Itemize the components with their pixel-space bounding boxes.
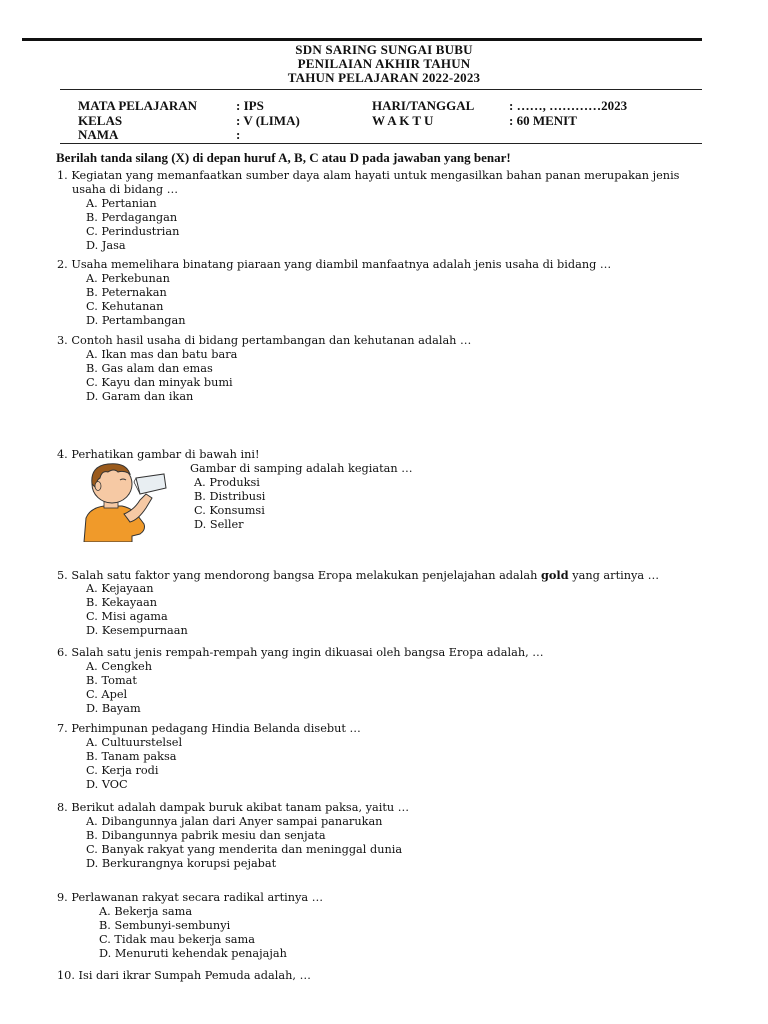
question-4-side-text: Gambar di samping adalah kegiatan … [190,462,413,475]
question-8-option-b[interactable]: B. Dibangunnya pabrik mesiu dan senjata [86,829,326,842]
question-3-option-b[interactable]: B. Gas alam dan emas [86,362,213,375]
school-name: SDN SARING SUNGAI BUBU [295,42,473,57]
header-rule-bottom [60,143,702,144]
question-6-option-a[interactable]: A. Cengkeh [86,660,152,673]
time-value: : 60 MENIT [509,113,577,128]
question-3-text: 3. Contoh hasil usaha di bidang pertambangan dan kehutanan adalah … [57,334,472,347]
question-8-option-c[interactable]: C. Banyak rakyat yang menderita dan meninggal dunia [86,843,403,856]
subject-label: MATA PELAJARAN [78,98,198,113]
question-9-option-b[interactable]: B. Sembunyi-sembunyi [99,919,231,932]
question-9-option-d[interactable]: D. Menuruti kehendak penajajah [99,947,287,960]
question-6-option-b[interactable]: B. Tomat [86,674,137,687]
question-2-option-a[interactable]: A. Perkebunan [86,272,170,285]
question-2-option-b[interactable]: B. Peternakan [86,286,167,299]
question-9-option-c[interactable]: C. Tidak mau bekerja sama [99,933,255,946]
school-year: TAHUN PELAJARAN 2022-2023 [287,70,481,85]
question-4-option-b[interactable]: B. Distribusi [194,490,266,503]
question-7-option-b[interactable]: B. Tanam paksa [86,750,177,763]
question-1-text: 1. Kegiatan yang memanfaatkan sumber daya alam hayati untuk mengasilkan bahan panan merupakan jenis [57,169,680,182]
question-7-option-c[interactable]: C. Kerja rodi [86,764,159,777]
question-5-option-b[interactable]: B. Kekayaan [86,596,158,609]
question-3-option-d[interactable]: D. Garam dan ikan [86,390,194,403]
time-label: W A K T U [372,113,434,128]
question-8-option-a[interactable]: A. Dibangunnya jalan dari Anyer sampai panarukan [86,815,383,828]
header-top-rule [22,38,702,41]
question-8-option-d[interactable]: D. Berkurangnya korupsi pejabat [86,857,277,870]
question-6-option-d[interactable]: D. Bayam [86,702,141,715]
question-3-option-a[interactable]: A. Ikan mas dan batu bara [86,348,238,361]
boy-drinking-glass-illustration [74,460,174,542]
class-label: KELAS [78,113,123,128]
question-4-option-d[interactable]: D. Seller [194,518,244,531]
subject-value: : IPS [236,98,264,113]
exam-title: PENILAIAN AKHIR TAHUN [297,56,471,71]
header-rule-top [60,89,702,90]
question-6-text: 6. Salah satu jenis rempah-rempah yang ingin dikuasai oleh bangsa Eropa adalah, … [57,646,544,659]
question-1-option-a[interactable]: A. Pertanian [86,197,157,210]
class-value: : V (LIMA) [236,113,300,128]
question-4-option-c[interactable]: C. Konsumsi [194,504,265,517]
question-2-option-c[interactable]: C. Kehutanan [86,300,164,313]
question-1-option-d[interactable]: D. Jasa [86,239,126,252]
question-6-option-c[interactable]: C. Apel [86,688,128,701]
question-9-option-a[interactable]: A. Bekerja sama [99,905,193,918]
question-10-text: 10. Isi dari ikrar Sumpah Pemuda adalah, … [57,969,311,982]
name-label: NAMA [78,127,119,142]
question-4-option-a[interactable]: A. Produksi [194,476,260,489]
date-value: : ……, …………2023 [509,98,628,113]
question-5-option-c[interactable]: C. Misi agama [86,610,168,623]
question-9-text: 9. Perlawanan rakyat secara radikal artinya … [57,891,324,904]
question-5-keyword: gold [541,568,569,582]
question-5-text: 5. Salah satu faktor yang mendorong bangsa Eropa melakukan penjelajahan adalah gold yang artinya … [57,568,660,582]
question-7-option-d[interactable]: D. VOC [86,778,128,791]
question-5-option-a[interactable]: A. Kejayaan [86,582,154,595]
instruction-text: Berilah tanda silang (X) di depan huruf A, B, C atau D pada jawaban yang benar! [56,150,511,165]
question-1-option-b[interactable]: B. Perdagangan [86,211,178,224]
date-label: HARI/TANGGAL [372,98,475,113]
question-2-option-d[interactable]: D. Pertambangan [86,314,186,327]
question-7-text: 7. Perhimpunan pedagang Hindia Belanda disebut … [57,722,361,735]
question-1-text-cont: usaha di bidang … [72,183,179,196]
question-2-text: 2. Usaha memelihara binatang piaraan yang diambil manfaatnya adalah jenis usaha di bidang … [57,258,612,271]
question-1-option-c[interactable]: C. Perindustrian [86,225,180,238]
question-7-option-a[interactable]: A. Cultuurstelsel [86,736,183,749]
question-5-option-d[interactable]: D. Kesempurnaan [86,624,188,637]
question-4-text: 4. Perhatikan gambar di bawah ini! [57,448,260,461]
name-value: : [236,127,241,142]
question-8-text: 8. Berikut adalah dampak buruk akibat tanam paksa, yaitu … [57,801,410,814]
question-3-option-c[interactable]: C. Kayu dan minyak bumi [86,376,233,389]
